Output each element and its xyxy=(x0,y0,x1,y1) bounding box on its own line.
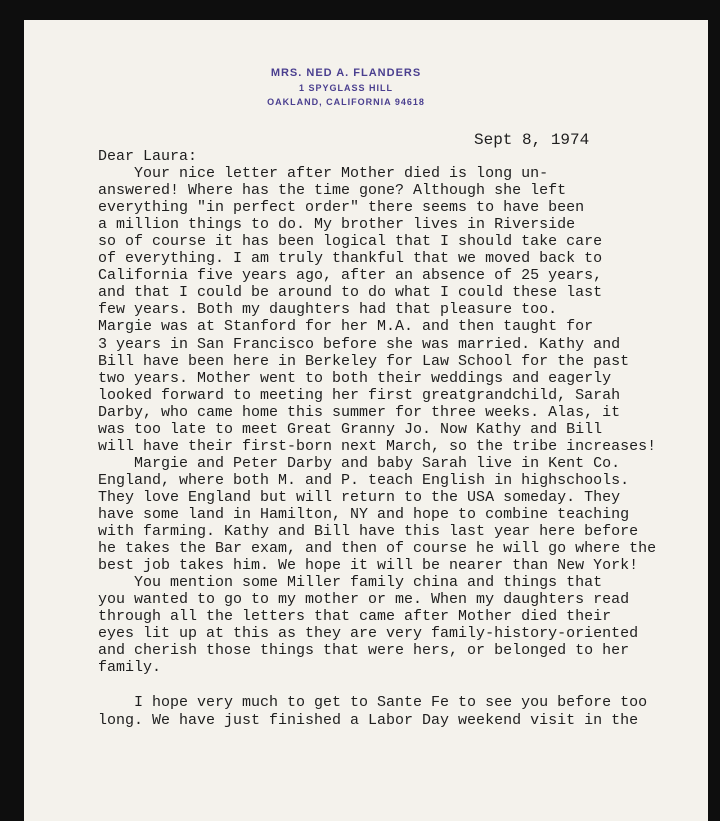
letterhead xyxy=(236,66,456,109)
letter-line: and cherish those things that were hers, or belonged to her xyxy=(98,642,630,660)
letter-line: best job takes him. We hope it will be nearer than New York! xyxy=(98,557,639,575)
letter-date: Sept 8, 1974 xyxy=(474,131,590,149)
letter-line: Bill have been here in Berkeley for Law School for the past xyxy=(98,352,630,370)
letter-line: California five years ago, after an absence of 25 years, xyxy=(98,267,603,285)
letter-line: few years. Both my daughters had that pleasure too. xyxy=(98,301,558,319)
letterhead-city: OAKLAND, CALIFORNIA 94618 xyxy=(267,97,425,107)
letter-line: was too late to meet Great Granny Jo. Now Kathy and Bill xyxy=(98,420,603,438)
letter-line: answered! Where has the time gone? Although she left xyxy=(98,182,567,200)
letter-line: everything "in perfect order" there seems to have been xyxy=(98,199,585,217)
letter-line: Your nice letter after Mother died is long un- xyxy=(98,165,549,183)
letter-line: with farming. Kathy and Bill have this last year here before xyxy=(98,523,639,541)
letter-line: I hope very much to get to Sante Fe to see you before too xyxy=(98,694,648,712)
letter-line: long. We have just finished a Labor Day weekend visit in the xyxy=(98,711,639,729)
letter-line: so of course it has been logical that I should take care xyxy=(98,233,603,251)
letter-body xyxy=(98,148,688,729)
letter-line: looked forward to meeting her first greatgrandchild, Sarah xyxy=(98,386,621,404)
letter-line: will have their first-born next March, so the tribe increases! xyxy=(98,437,657,455)
letter-line: have some land in Hamilton, NY and hope to combine teaching xyxy=(98,505,630,523)
letter-line: family. xyxy=(98,659,162,677)
letter-line: and that I could be around to do what I could these last xyxy=(98,284,603,302)
letter-line: two years. Mother went to both their weddings and eagerly xyxy=(98,369,612,387)
letter-line: you wanted to go to my mother or me. When my daughters read xyxy=(98,591,630,609)
letter-line: he takes the Bar exam, and then of course he will go where the xyxy=(98,540,657,558)
letter-line: of everything. I am truly thankful that we moved back to xyxy=(98,250,603,268)
letter-line: You mention some Miller family china and things that xyxy=(98,574,603,592)
letter-line: Darby, who came home this summer for three weeks. Alas, it xyxy=(98,403,621,421)
letter-line: They love England but will return to the USA someday. They xyxy=(98,488,621,506)
letterhead-name: MRS. NED A. FLANDERS xyxy=(270,67,422,79)
letter-line: Margie and Peter Darby and baby Sarah live in Kent Co. xyxy=(98,454,621,472)
letter-line: 3 years in San Francisco before she was married. Kathy and xyxy=(98,335,621,353)
letter-line: eyes lit up at this as they are very family-history-oriented xyxy=(98,625,639,643)
letter-line: Dear Laura: xyxy=(98,148,198,165)
letter-line: through all the letters that came after Mother died their xyxy=(98,608,612,626)
letterhead-street: 1 SPYGLASS HILL xyxy=(298,83,393,93)
paragraph-gap xyxy=(98,676,688,694)
letter-line: a million things to do. My brother lives in Riverside xyxy=(98,216,576,234)
letter-line: England, where both M. and P. teach English in highschools. xyxy=(98,471,630,489)
letter-line: Margie was at Stanford for her M.A. and then taught for xyxy=(98,318,594,336)
